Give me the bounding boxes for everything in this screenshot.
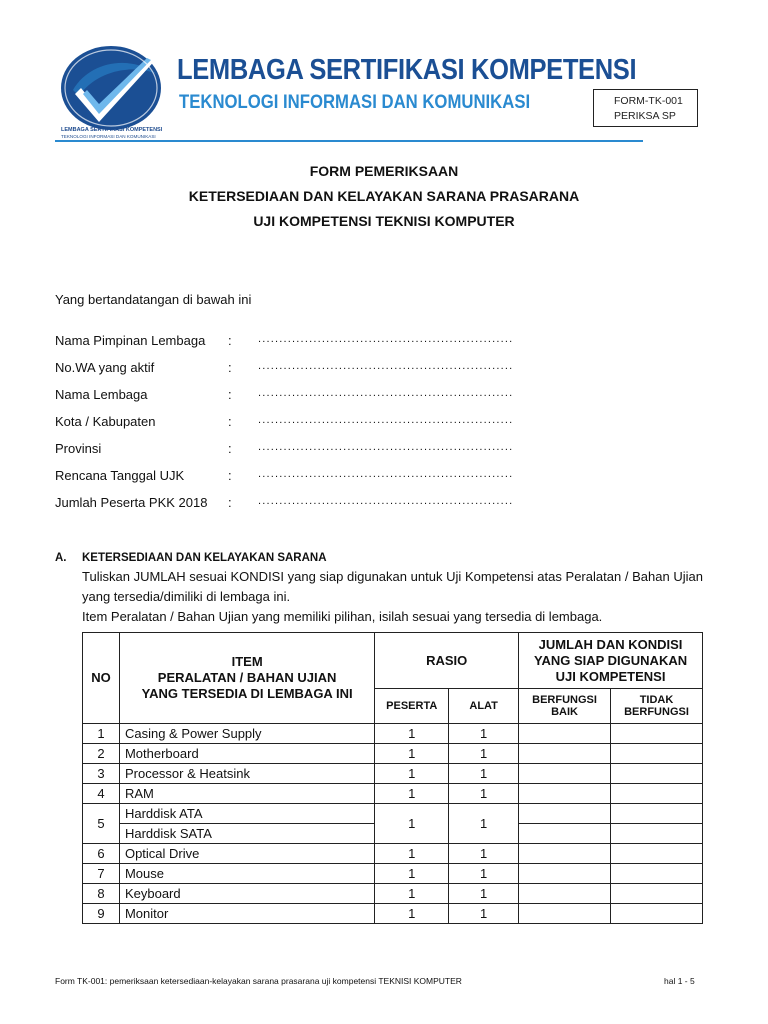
cell-item: Casing & Power Supply xyxy=(119,724,374,744)
field-blank[interactable]: ............................................................ xyxy=(258,441,514,453)
header-berfungsi-line1: BERFUNGSI xyxy=(532,694,597,706)
table-row xyxy=(83,804,703,824)
cell-item: Harddisk SATA xyxy=(119,824,374,844)
field-label: Nama Pimpinan Lembaga xyxy=(55,333,206,348)
header-item xyxy=(119,633,374,724)
header-item-line2: PERALATAN / BAHAN UJIAN xyxy=(157,670,337,685)
cell-alat: 1 xyxy=(449,784,519,804)
section-a xyxy=(55,552,703,627)
header-divider xyxy=(55,140,643,142)
header-peserta: PESERTA xyxy=(375,689,449,724)
cell-peserta: 1 xyxy=(375,844,449,864)
cell-berfungsi-baik[interactable] xyxy=(519,864,611,884)
field-label: Jumlah Peserta PKK 2018 xyxy=(55,495,208,510)
footer-page-number: hal 1 - 5 xyxy=(664,976,695,986)
cell-berfungsi-baik[interactable] xyxy=(519,764,611,784)
table-row xyxy=(83,784,703,804)
intro-text: Yang bertandatangan di bawah ini xyxy=(55,292,252,307)
cell-tidak-berfungsi[interactable] xyxy=(611,764,703,784)
table-header-row-1 xyxy=(83,633,703,689)
field-jumlah-peserta xyxy=(55,495,715,522)
table-row xyxy=(83,724,703,744)
cell-tidak-berfungsi[interactable] xyxy=(611,804,703,824)
organization-subtitle: TEKNOLOGI INFORMASI DAN KOMUNIKASI xyxy=(179,92,531,113)
cell-no: 2 xyxy=(83,744,120,764)
section-a-instructions xyxy=(55,567,703,627)
document-title-line1: FORM PEMERIKSAAN xyxy=(309,163,459,179)
field-blank[interactable]: ............................................................ xyxy=(258,333,514,345)
field-label: Nama Lembaga xyxy=(55,387,148,402)
logo-caption-line1: LEMBAGA SERTIFIKASI KOMPETENSI xyxy=(61,127,163,133)
field-colon: : xyxy=(228,495,232,510)
cell-item: RAM xyxy=(119,784,374,804)
header-alat: ALAT xyxy=(449,689,519,724)
cell-item: Optical Drive xyxy=(119,844,374,864)
field-colon: : xyxy=(228,387,232,402)
cell-peserta: 1 xyxy=(375,864,449,884)
table-row xyxy=(83,864,703,884)
cell-peserta: 1 xyxy=(375,904,449,924)
cell-peserta: 1 xyxy=(375,884,449,904)
instruction-paragraph-1: Tuliskan JUMLAH sesuai KONDISI yang siap digunakan untuk Uji Kompetensi atas Peralatan / Bahan Ujian yang tersedia/dimiliki di lembaga ini. xyxy=(82,569,703,604)
header-item-line3: YANG TERSEDIA DI LEMBAGA INI xyxy=(141,686,353,701)
field-blank[interactable]: ............................................................ xyxy=(258,387,514,399)
cell-no: 4 xyxy=(83,784,120,804)
section-title: KETERSEDIAAN DAN KELAYAKAN SARANA xyxy=(82,552,327,564)
form-code-id: FORM-TK-001 xyxy=(614,95,683,107)
header-berfungsi-baik xyxy=(519,689,611,724)
field-colon: : xyxy=(228,468,232,483)
cell-tidak-berfungsi[interactable] xyxy=(611,884,703,904)
cell-alat: 1 xyxy=(449,764,519,784)
form-code-box xyxy=(593,89,698,127)
header-item-line1: ITEM xyxy=(231,654,263,669)
header-tidak-berfungsi xyxy=(611,689,703,724)
field-colon: : xyxy=(228,333,232,348)
table-row xyxy=(83,844,703,864)
field-rencana-tanggal xyxy=(55,468,715,495)
field-blank[interactable]: ............................................................ xyxy=(258,495,514,507)
cell-berfungsi-baik[interactable] xyxy=(519,844,611,864)
document-title-line2: KETERSEDIAAN DAN KELAYAKAN SARANA PRASARANA xyxy=(188,188,580,204)
field-label: Provinsi xyxy=(55,441,102,456)
field-blank[interactable]: ............................................................ xyxy=(258,468,514,480)
cell-no: 9 xyxy=(83,904,120,924)
cell-no: 8 xyxy=(83,884,120,904)
logo-caption xyxy=(61,127,171,139)
footer-form-description: Form TK-001: pemeriksaan ketersediaan-kelayakan sarana prasarana uji kompetensi TEKNISI KOMPUTER xyxy=(55,976,462,986)
header-kondisi-line2: YANG SIAP DIGUNAKAN xyxy=(533,652,688,668)
cell-item: Harddisk ATA xyxy=(119,804,374,824)
cell-no: 1 xyxy=(83,724,120,744)
header-tidak-line2: BERFUNGSI xyxy=(624,706,689,718)
field-blank[interactable]: ............................................................ xyxy=(258,360,514,372)
header-kondisi-line1: JUMLAH DAN KONDISI xyxy=(538,636,683,652)
cell-alat: 1 xyxy=(449,884,519,904)
equipment-table xyxy=(82,632,703,924)
cell-peserta: 1 xyxy=(375,744,449,764)
cell-tidak-berfungsi[interactable] xyxy=(611,724,703,744)
cell-no: 6 xyxy=(83,844,120,864)
cell-berfungsi-baik[interactable] xyxy=(519,724,611,744)
section-a-heading xyxy=(55,552,703,564)
cell-peserta: 1 xyxy=(375,724,449,744)
cell-alat: 1 xyxy=(449,904,519,924)
field-kota-kabupaten xyxy=(55,414,715,441)
cell-peserta: 1 xyxy=(375,764,449,784)
field-label: No.WA yang aktif xyxy=(55,360,155,375)
cell-item: Motherboard xyxy=(119,744,374,764)
cell-berfungsi-baik[interactable] xyxy=(519,884,611,904)
identity-fields xyxy=(55,333,715,522)
field-label: Kota / Kabupaten xyxy=(55,414,156,429)
header-berfungsi-line2: BAIK xyxy=(551,706,578,718)
cell-no: 3 xyxy=(83,764,120,784)
field-colon: : xyxy=(228,414,232,429)
organization-title: LEMBAGA SERTIFIKASI KOMPETENSI xyxy=(177,54,637,86)
document-title-line3: UJI KOMPETENSI TEKNISI KOMPUTER xyxy=(253,213,515,229)
cell-no: 5 xyxy=(83,804,120,844)
cell-berfungsi-baik[interactable] xyxy=(519,744,611,764)
cell-tidak-berfungsi[interactable] xyxy=(611,904,703,924)
cell-alat: 1 xyxy=(449,804,519,844)
table-row xyxy=(83,764,703,784)
cell-berfungsi-baik[interactable] xyxy=(519,904,611,924)
cell-peserta: 1 xyxy=(375,804,449,844)
field-colon: : xyxy=(228,360,232,375)
cell-berfungsi-baik[interactable] xyxy=(519,784,611,804)
cell-tidak-berfungsi[interactable] xyxy=(611,784,703,804)
section-letter: A. xyxy=(55,552,67,564)
cell-tidak-berfungsi[interactable] xyxy=(611,824,703,844)
field-no-wa xyxy=(55,360,715,387)
field-nama-lembaga xyxy=(55,387,715,414)
cell-item: Keyboard xyxy=(119,884,374,904)
cell-alat: 1 xyxy=(449,724,519,744)
cell-alat: 1 xyxy=(449,844,519,864)
cell-alat: 1 xyxy=(449,744,519,764)
field-nama-pimpinan xyxy=(55,333,715,360)
letterhead xyxy=(55,40,700,158)
logo-caption-line2: TEKNOLOGI INFORMASI DAN KOMUNIKASI xyxy=(61,134,156,139)
cell-no: 7 xyxy=(83,864,120,884)
cell-tidak-berfungsi[interactable] xyxy=(611,844,703,864)
table-row xyxy=(83,884,703,904)
cell-item: Processor & Heatsink xyxy=(119,764,374,784)
cell-peserta: 1 xyxy=(375,784,449,804)
header-kondisi-line3: UJI KOMPETENSI xyxy=(555,668,666,684)
cell-berfungsi-baik[interactable] xyxy=(519,804,611,824)
field-provinsi xyxy=(55,441,715,468)
cell-tidak-berfungsi[interactable] xyxy=(611,744,703,764)
field-label: Rencana Tanggal UJK xyxy=(55,468,185,483)
field-colon: : xyxy=(228,441,232,456)
table-row xyxy=(83,904,703,924)
instruction-paragraph-2: Item Peralatan / Bahan Ujian yang memiliki pilihan, isilah sesuai yang tersedia di lembaga. xyxy=(82,609,603,624)
cell-item: Monitor xyxy=(119,904,374,924)
header-kondisi xyxy=(519,633,703,689)
cell-tidak-berfungsi[interactable] xyxy=(611,864,703,884)
table-row xyxy=(83,744,703,764)
cell-item: Mouse xyxy=(119,864,374,884)
header-no: NO xyxy=(83,633,120,724)
header-tidak-line1: TIDAK xyxy=(639,694,674,706)
cell-berfungsi-baik[interactable] xyxy=(519,824,611,844)
field-blank[interactable]: ............................................................ xyxy=(258,414,514,426)
cell-alat: 1 xyxy=(449,864,519,884)
form-code-type: PERIKSA SP xyxy=(614,110,676,122)
header-rasio: RASIO xyxy=(375,633,519,689)
